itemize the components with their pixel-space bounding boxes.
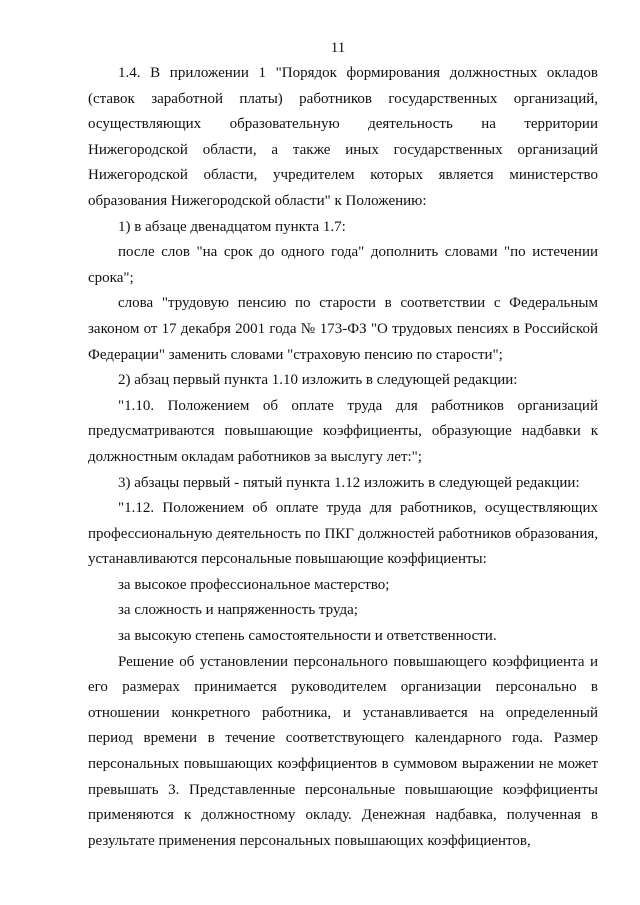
paragraph: 1.4. В приложении 1 "Порядок формирования должностных окладов (ставок заработной платы) работников государственных организаций, осуществляющих образовательную деятельность на территории Нижегородской области, а также иных государственных организаций Нижегородской области, учредителем которых является министерство образования Нижегородской области" к Положению: <box>88 65 598 209</box>
document-body <box>88 61 598 854</box>
paragraph: за высокую степень самостоятельности и ответственности. <box>118 628 497 645</box>
paragraph: за высокое профессиональное мастерство; <box>118 576 390 593</box>
paragraph: "1.12. Положением об оплате труда для работников, осуществляющих профессиональную деятельность по ПКГ должностей работников образования, устанавливаются персональные повышающие коэффициенты: <box>88 500 598 568</box>
paragraph: Решение об установлении персонального повышающего коэффициента и его размерах принимается руководителем организации персонально в отношении конкретного работника, и устанавливается на определенный период времени в течение соответствующего календарного года. Размер персональных повышающих коэффициентов в суммовом выражении не может превышать 3. Представленные персональные повышающие коэффициенты применяются к должностному окладу. Денежная надбавка, полученная в результате применения персональных повышающих коэффициентов, <box>88 653 598 849</box>
paragraph: "1.10. Положением об оплате труда для работников организаций предусматриваются повышающие коэффициенты, образующие надбавки к должностным окладам работников за выслугу лет:"; <box>88 397 598 465</box>
paragraph: 3) абзацы первый - пятый пункта 1.12 изложить в следующей редакции: <box>118 474 580 491</box>
paragraph: после слов "на срок до одного года" дополнить словами "по истечении срока"; <box>88 244 598 286</box>
paragraph: 1) в абзаце двенадцатом пункта 1.7: <box>118 218 346 235</box>
paragraph: за сложность и напряженность труда; <box>118 602 358 619</box>
paragraph: слова "трудовую пенсию по старости в соответствии с Федеральным законом от 17 декабря 2001 года № 173-ФЗ "О трудовых пенсиях в Российской Федерации" заменить словами "страховую пенсию по старости"; <box>88 295 598 363</box>
paragraph: 2) абзац первый пункта 1.10 изложить в следующей редакции: <box>118 372 518 389</box>
page-number: 11 <box>330 40 346 56</box>
